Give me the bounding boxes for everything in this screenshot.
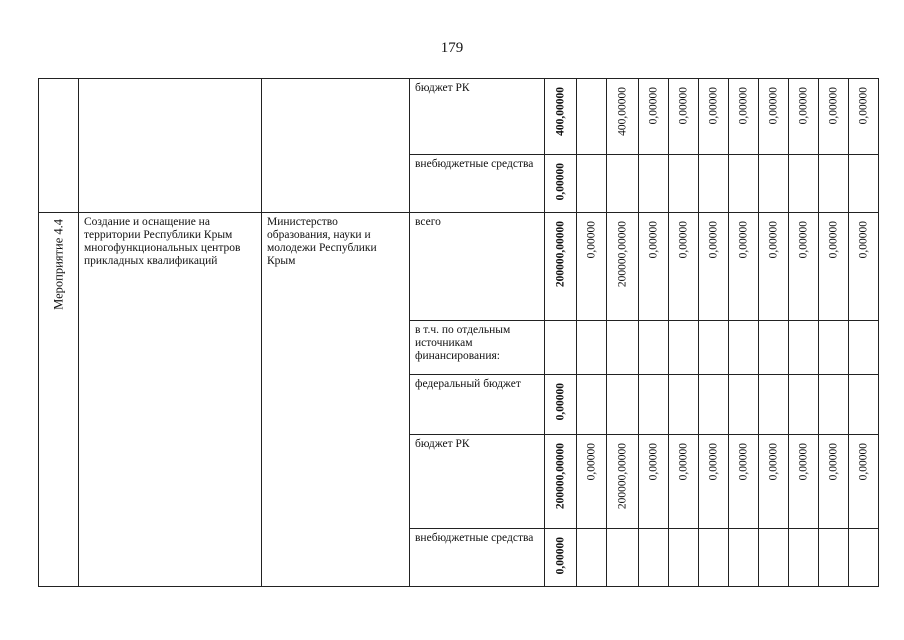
year-value-cell <box>789 155 819 213</box>
year-value-cell <box>849 435 879 529</box>
year-value-cell <box>849 79 879 155</box>
year-value-cell <box>699 529 729 587</box>
year-value-cell <box>607 79 639 155</box>
year-value-cell <box>759 375 789 435</box>
year-value: 0,00000 <box>797 87 809 125</box>
measure-cell-top <box>39 79 79 213</box>
year-value-cell <box>789 321 819 375</box>
year-value-cell <box>699 321 729 375</box>
year-value-cell <box>577 155 607 213</box>
year-value-cell <box>729 375 759 435</box>
year-value-cell <box>669 529 699 587</box>
year-value: 200000,00000 <box>616 443 628 510</box>
year-value-cell <box>639 529 669 587</box>
year-value: 0,00000 <box>797 221 809 259</box>
executor-cell-top <box>262 79 410 213</box>
year-value-cell <box>639 155 669 213</box>
year-value: 0,00000 <box>737 87 749 125</box>
year-value-cell <box>699 213 729 321</box>
year-value-cell <box>759 529 789 587</box>
funding-source-cell <box>410 321 545 375</box>
measure-label-cell <box>39 213 79 587</box>
year-value-cell <box>577 213 607 321</box>
total-value: 0,00000 <box>554 537 566 575</box>
year-value-cell <box>607 155 639 213</box>
total-cell <box>545 155 577 213</box>
year-value-cell <box>789 529 819 587</box>
year-value-cell <box>819 79 849 155</box>
year-value-cell <box>759 435 789 529</box>
funding-source: бюджет РК <box>415 82 470 94</box>
year-value: 0,00000 <box>827 87 839 125</box>
year-value: 0,00000 <box>585 221 597 259</box>
funding-source: внебюджетные средства <box>415 158 534 170</box>
total-value: 200000,00000 <box>554 221 566 288</box>
year-value: 0,00000 <box>767 87 779 125</box>
year-value: 0,00000 <box>827 443 839 481</box>
year-value: 0,00000 <box>827 221 839 259</box>
year-value-cell <box>699 375 729 435</box>
year-value: 0,00000 <box>857 443 869 481</box>
year-value-cell <box>669 435 699 529</box>
funding-source: федеральный бюджет <box>415 378 521 390</box>
table-row <box>39 79 879 155</box>
year-value-cell <box>729 213 759 321</box>
year-value-cell <box>607 213 639 321</box>
measure-description-cell <box>79 213 262 587</box>
year-value: 0,00000 <box>857 87 869 125</box>
year-value-cell <box>607 435 639 529</box>
funding-source-cell <box>410 213 545 321</box>
year-value: 0,00000 <box>707 221 719 259</box>
year-value: 0,00000 <box>737 221 749 259</box>
year-value-cell <box>699 155 729 213</box>
funding-source: всего <box>415 216 441 228</box>
year-value-cell <box>819 321 849 375</box>
funding-source: бюджет РК <box>415 438 470 450</box>
year-value-cell <box>729 79 759 155</box>
total-cell <box>545 375 577 435</box>
total-cell <box>545 79 577 155</box>
year-value-cell <box>669 213 699 321</box>
year-value-cell <box>759 79 789 155</box>
year-value: 200000,00000 <box>616 221 628 288</box>
measure-description: Создание и оснащение на территории Республики Крым многофункциональных центров прикладных квалификаций <box>84 216 241 267</box>
total-cell <box>545 321 577 375</box>
year-value-cell <box>819 375 849 435</box>
funding-source: в т.ч. по отдельным источникам финансирования: <box>415 324 511 362</box>
total-cell <box>545 213 577 321</box>
year-value-cell <box>639 79 669 155</box>
year-value-cell <box>639 375 669 435</box>
year-value-cell <box>669 155 699 213</box>
year-value-cell <box>699 79 729 155</box>
budget-table <box>38 78 879 587</box>
funding-source-cell <box>410 155 545 213</box>
year-value: 0,00000 <box>707 87 719 125</box>
year-value-cell <box>729 321 759 375</box>
measure-label: Мероприятие 4.4 <box>51 219 65 310</box>
year-value-cell <box>789 79 819 155</box>
year-value-cell <box>577 321 607 375</box>
table-row <box>39 213 879 321</box>
year-value-cell <box>819 435 849 529</box>
year-value-cell <box>639 213 669 321</box>
year-value: 0,00000 <box>737 443 749 481</box>
funding-source-cell <box>410 79 545 155</box>
year-value-cell <box>759 321 789 375</box>
year-value-cell <box>789 435 819 529</box>
year-value-cell <box>759 155 789 213</box>
funding-source-cell <box>410 375 545 435</box>
year-value-cell <box>577 79 607 155</box>
year-value: 0,00000 <box>677 443 689 481</box>
funding-source-cell <box>410 435 545 529</box>
year-value-cell <box>577 375 607 435</box>
year-value: 0,00000 <box>647 221 659 259</box>
year-value-cell <box>669 375 699 435</box>
total-value: 400,00000 <box>554 87 566 136</box>
year-value-cell <box>819 155 849 213</box>
year-value-cell <box>699 435 729 529</box>
year-value: 0,00000 <box>707 443 719 481</box>
year-value-cell <box>577 529 607 587</box>
year-value: 0,00000 <box>647 87 659 125</box>
total-value: 200000,00000 <box>554 443 566 510</box>
year-value: 0,00000 <box>677 87 689 125</box>
total-cell <box>545 435 577 529</box>
year-value-cell <box>607 321 639 375</box>
executor: Министерство образования, науки и молодежи Республики Крым <box>267 216 377 267</box>
year-value-cell <box>729 529 759 587</box>
year-value-cell <box>669 321 699 375</box>
year-value-cell <box>607 529 639 587</box>
year-value-cell <box>639 435 669 529</box>
year-value-cell <box>789 213 819 321</box>
year-value-cell <box>639 321 669 375</box>
year-value-cell <box>607 375 639 435</box>
year-value-cell <box>729 435 759 529</box>
year-value-cell <box>849 155 879 213</box>
year-value-cell <box>849 213 879 321</box>
year-value-cell <box>849 375 879 435</box>
year-value: 0,00000 <box>857 221 869 259</box>
year-value: 0,00000 <box>797 443 809 481</box>
funding-source-cell <box>410 529 545 587</box>
page-number: 179 <box>440 40 464 56</box>
year-value: 0,00000 <box>585 443 597 481</box>
year-value-cell <box>849 321 879 375</box>
year-value-cell <box>669 79 699 155</box>
year-value: 0,00000 <box>767 221 779 259</box>
total-value: 0,00000 <box>554 383 566 421</box>
total-value: 0,00000 <box>554 163 566 201</box>
funding-source: внебюджетные средства <box>415 532 534 544</box>
year-value-cell <box>819 213 849 321</box>
total-cell <box>545 529 577 587</box>
year-value-cell <box>849 529 879 587</box>
year-value: 0,00000 <box>767 443 779 481</box>
year-value-cell <box>729 155 759 213</box>
year-value-cell <box>819 529 849 587</box>
year-value-cell <box>759 213 789 321</box>
executor-cell <box>262 213 410 587</box>
description-cell-top <box>79 79 262 213</box>
year-value-cell <box>577 435 607 529</box>
year-value: 400,00000 <box>616 87 628 136</box>
year-value-cell <box>789 375 819 435</box>
year-value: 0,00000 <box>647 443 659 481</box>
year-value: 0,00000 <box>677 221 689 259</box>
